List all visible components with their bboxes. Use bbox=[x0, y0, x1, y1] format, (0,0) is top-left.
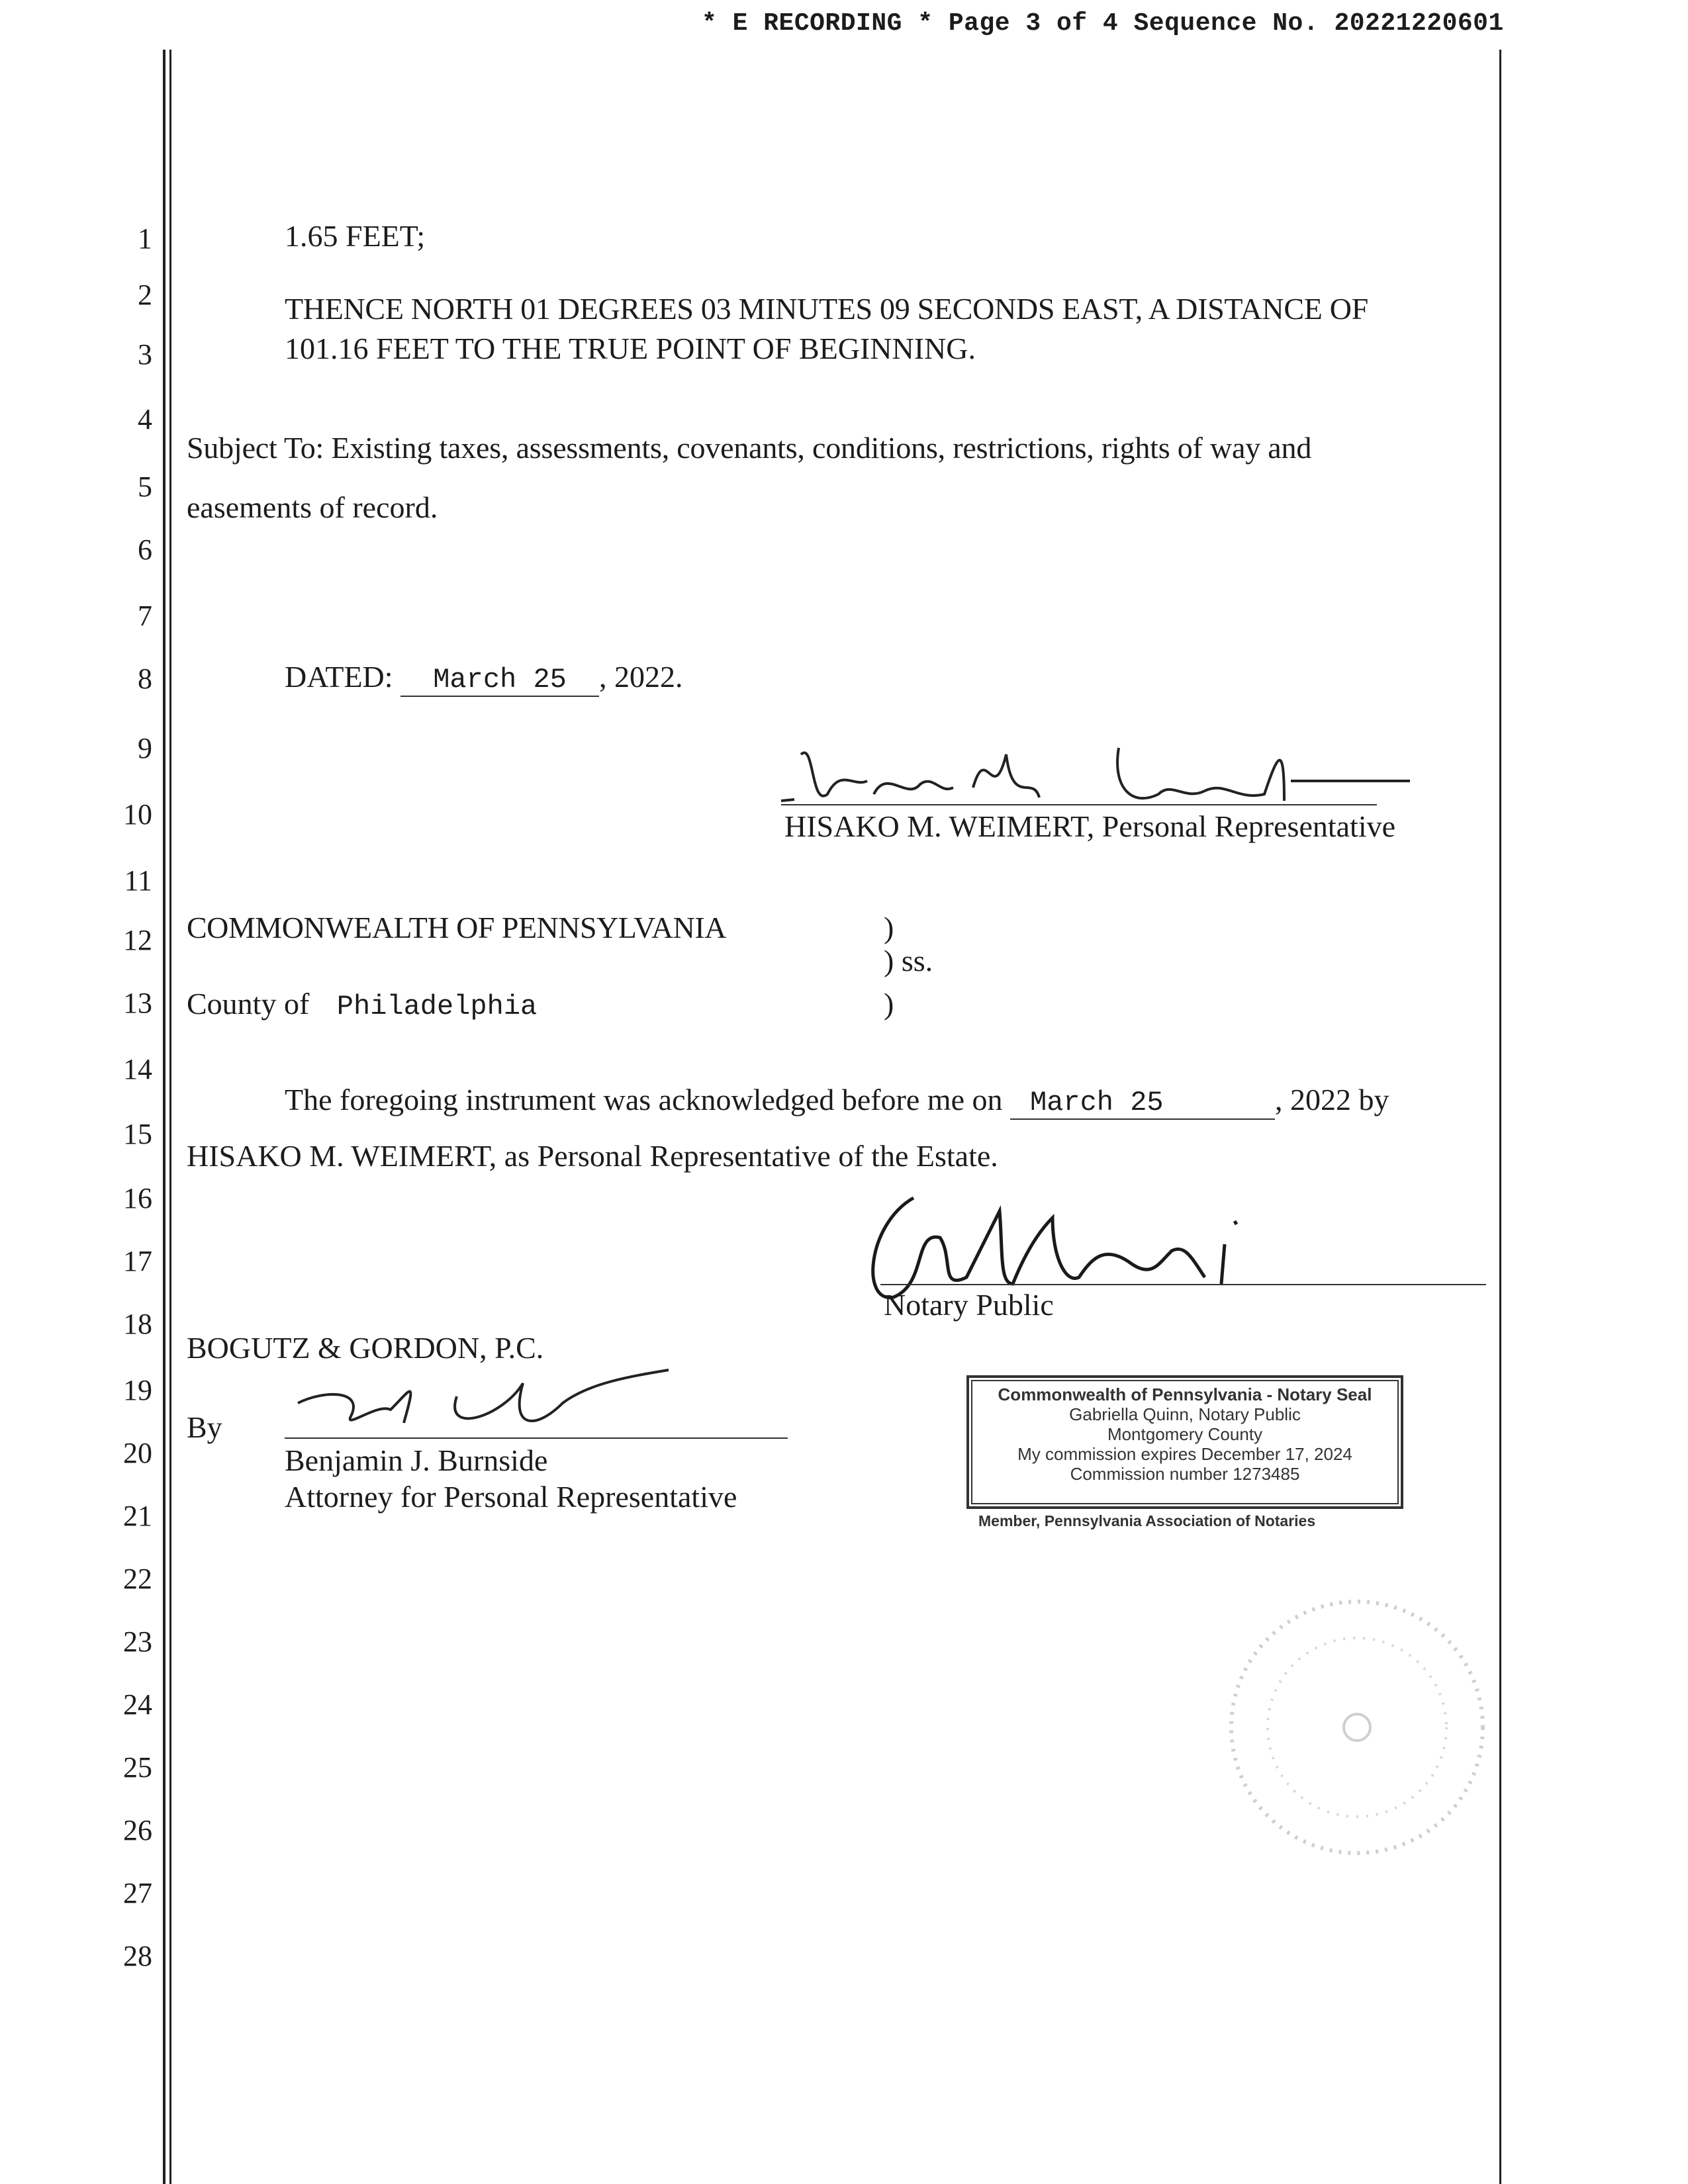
line-number: 16 bbox=[123, 1182, 152, 1214]
left-margin-rule bbox=[163, 50, 165, 2184]
acknowledgment-suffix: , 2022 by bbox=[1274, 1083, 1389, 1116]
dated-value: March 25 bbox=[400, 664, 599, 697]
seal-line-3: Montgomery County bbox=[1107, 1424, 1263, 1444]
line-number: 10 bbox=[123, 798, 152, 831]
acknowledgment-row bbox=[285, 1082, 1389, 1120]
thence-line-1: THENCE NORTH 01 DEGREES 03 MINUTES 09 SECONDS EAST, A DISTANCE OF bbox=[285, 292, 1368, 326]
line-number: 13 bbox=[123, 987, 152, 1019]
subject-to-line-1: Subject To: Existing taxes, assessments, covenants, conditions, restrictions, rights of way and bbox=[187, 431, 1312, 465]
venue-county-row bbox=[187, 986, 537, 1023]
county-value: Philadelphia bbox=[336, 991, 538, 1023]
attorney-title: Attorney for Personal Representative bbox=[285, 1480, 737, 1514]
attorney-signature-line bbox=[285, 1437, 788, 1439]
line-number: 4 bbox=[138, 403, 152, 435]
signer-signature-line bbox=[781, 804, 1377, 805]
signer-caption: HISAKO M. WEIMERT, Personal Representative bbox=[784, 809, 1396, 843]
line-number: 18 bbox=[123, 1308, 152, 1340]
dated-suffix: , 2022. bbox=[599, 660, 683, 694]
line-number: 11 bbox=[124, 864, 152, 897]
seal-line-2: Gabriella Quinn, Notary Public bbox=[1069, 1404, 1301, 1424]
attorney-name: Benjamin J. Burnside bbox=[285, 1443, 548, 1477]
county-label: County of bbox=[187, 987, 310, 1021]
notary-seal-stamp bbox=[966, 1375, 1403, 1509]
legal-line-1: 1.65 FEET; bbox=[285, 219, 426, 253]
line-number: 20 bbox=[123, 1437, 152, 1469]
line-number: 2 bbox=[138, 279, 152, 311]
line-number: 27 bbox=[123, 1877, 152, 1909]
thence-line-2: 101.16 FEET TO THE TRUE POINT OF BEGINNING. bbox=[285, 332, 976, 365]
line-number: 25 bbox=[123, 1751, 152, 1784]
signer-signature bbox=[774, 715, 1423, 814]
line-number: 14 bbox=[123, 1053, 152, 1085]
attorney-signature bbox=[285, 1363, 695, 1443]
acknowledgment-date: March 25 bbox=[1010, 1087, 1275, 1120]
seal-line-1: Commonwealth of Pennsylvania - Notary Seal bbox=[998, 1385, 1372, 1404]
venue-paren-3: ) bbox=[884, 987, 894, 1021]
line-number: 22 bbox=[123, 1563, 152, 1595]
line-number: 21 bbox=[123, 1500, 152, 1532]
seal-line-4: My commission expires December 17, 2024 bbox=[1017, 1444, 1352, 1464]
line-number: 9 bbox=[138, 732, 152, 764]
line-number: 15 bbox=[123, 1118, 152, 1150]
line-number: 23 bbox=[123, 1625, 152, 1658]
venue-state: COMMONWEALTH OF PENNSYLVANIA bbox=[187, 911, 726, 944]
line-number: 8 bbox=[138, 662, 152, 695]
subject-to-line-2: easements of record. bbox=[187, 490, 438, 524]
venue-paren-1: ) bbox=[884, 911, 894, 944]
line-number: 17 bbox=[123, 1245, 152, 1277]
line-number: 3 bbox=[138, 338, 152, 371]
dated-row bbox=[285, 659, 683, 697]
seal-member-line: Member, Pennsylvania Association of Notaries bbox=[978, 1512, 1316, 1529]
line-number: 5 bbox=[138, 471, 152, 503]
venue-paren-2: ) ss. bbox=[884, 944, 933, 978]
line-number: 7 bbox=[138, 600, 152, 632]
line-number: 1 bbox=[138, 222, 152, 255]
line-number: 24 bbox=[123, 1688, 152, 1721]
dated-label: DATED: bbox=[285, 660, 393, 694]
notary-caption: Notary Public bbox=[884, 1288, 1054, 1322]
right-margin-rule bbox=[1499, 50, 1501, 2184]
line-number: 12 bbox=[123, 924, 152, 956]
line-number: 26 bbox=[123, 1814, 152, 1846]
acknowledgment-line-2: HISAKO M. WEIMERT, as Personal Representative of the Estate. bbox=[187, 1139, 998, 1173]
recording-header: * E RECORDING * Page 3 of 4 Sequence No. 20221220601 bbox=[702, 9, 1504, 38]
line-number: 6 bbox=[138, 533, 152, 566]
left-margin-rule-inner bbox=[169, 50, 171, 2184]
firm-name: BOGUTZ & GORDON, P.C. bbox=[187, 1331, 544, 1365]
embossed-seal bbox=[1218, 1588, 1496, 1866]
notary-signature-line bbox=[880, 1284, 1486, 1285]
line-number: 19 bbox=[123, 1374, 152, 1406]
line-number: 28 bbox=[123, 1940, 152, 1972]
by-label: By bbox=[187, 1410, 222, 1444]
seal-line-5: Commission number 1273485 bbox=[1070, 1464, 1300, 1484]
acknowledgment-text: The foregoing instrument was acknowledged before me on bbox=[285, 1083, 1003, 1116]
